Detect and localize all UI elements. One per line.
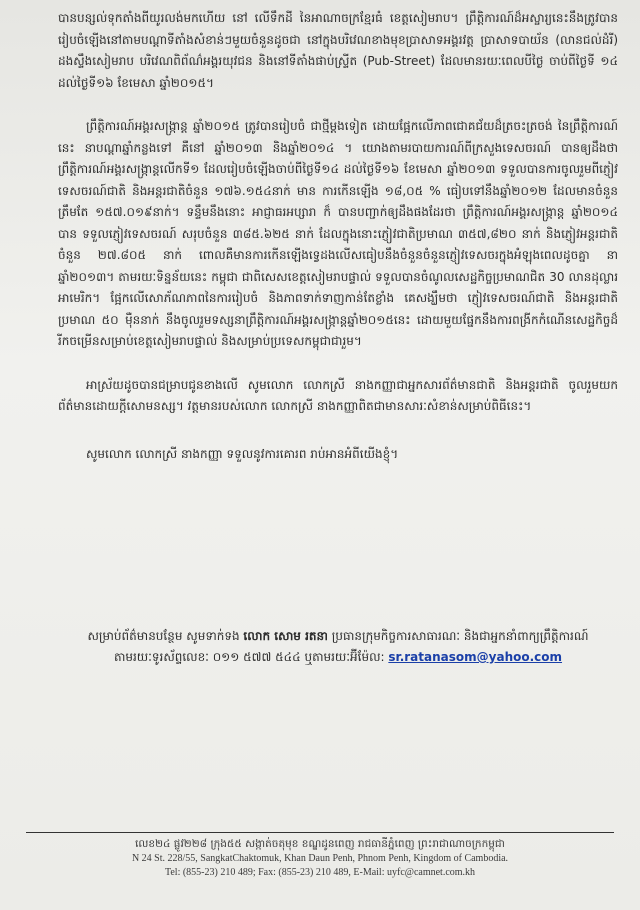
contact-line-1 — [58, 626, 618, 647]
footer-address-english: N 24 St. 228/55, SangkatChaktomuk, Khan Daun Penh, Phnom Penh, Kingdom of Cambodia. — [131, 853, 509, 864]
contact-person-name: លោក សោម រតនា — [243, 629, 328, 643]
footer-contact-english: Tel: (855-23) 210 489; Fax: (855-23) 210 489, E-Mail: uyfc@camnet.com.kh — [164, 867, 476, 878]
contact-block — [58, 626, 618, 668]
footer-address-khmer: លេខ២៤ ផ្លូវ២២៨ ក្រុង៥៥ សង្កាត់ចតុមុខ ខណ្ឌដូនពេញ រាជធានីភ្នំពេញ ព្រះរាជាណាចក្រកម្ពុជា — [135, 838, 505, 850]
footer-divider — [26, 832, 614, 833]
contact-intro: សម្រាប់ព័ត៌មានបន្ថែម សូមទាក់ទង — [87, 629, 244, 643]
contact-email-link[interactable]: sr.ratanasom@yahoo.com — [388, 650, 563, 664]
paragraph-press-invitation: អាស្រ័យដូចបានជម្រាបជូនខាងលើ សូមលោក លោកស្រី នាងកញ្ញាជាអ្នកសារព័ត៌មានជាតិ និងអន្តរជាតិ ចូលរួមយកព័ត៌មានដោយក្តីសោមនស្ស។ វត្តមានរបស់លោក លោកស្រី នាងកញ្ញាពិតជាមានសារៈសំខាន់សម្រាប់ពិធីនេះ។ — [58, 377, 618, 413]
paragraph-event-venues: បានបន្សល់ទុកតាំងពីយូរលង់មកហើយ នៅ លើទឹកដី នៃអាណាចក្រខ្មែរធំ ខេត្តសៀមរាប។ ព្រឹត្តិការណ៍ដ៏អស្ចារ្យនេះនឹងត្រូវបានរៀបចំឡើងនៅតាមបណ្តាទីតាំងសំខាន់ៗមួយចំនួនដូចជា នៅក្នុងបរិវេណខាងមុខប្រាសាទអង្គរវត្ត ប្រាសាទបាយ័ន (លានជល់ដំរី) ដងស្ទឹងសៀមរាប បរិវេណពិព័ណ៌អង្គរយុវជន និងនៅទីតាំងផាប់ស្ទ្រីត (Pub-Street) ដែលមានរយៈពេលបីថ្ងៃ ចាប់ពីថ្ងៃទី ១៤ ដល់ថ្ងៃទី១៦ ខែមេសា ឆ្នាំ២០១៥។ — [58, 11, 618, 90]
letterhead-footer — [60, 836, 580, 880]
contact-phone: តាមរយៈទូរស័ព្ទលេខៈ ០១១ ៥៧៧ ៥៤៤ ឬតាមរយៈអ៊ីម៉ែល: — [113, 650, 389, 664]
document-body — [58, 8, 618, 465]
paragraph-event-statistics: ព្រឹត្តិការណ៍អង្គរសង្ក្រាន្ត ឆ្នាំ២០១៥ ត្រូវបានរៀបចំ ជាថ្មីម្តងទៀត ដោយផ្អែកលើភាពជោគជ័យដ៏ត្រចះត្រចង់ នៃព្រឹត្តិការណ៍នេះ នាបណ្តាឆ្នាំកន្លងទៅ គឺនៅ ឆ្នាំ២០១៣ និងឆ្នាំ២០១៤ ។ យោងតាមរបាយការណ៍ពីក្រសួងទេសចរណ៍ បានឲ្យដឹងថា ព្រឹត្តិការណ៍អង្គរសង្ក្រាន្តលើកទី១ ដែលរៀបចំឡើងចាប់ពីថ្ងៃទី១៤ ដល់ថ្ងៃទី១៦ ខែមេសា ឆ្នាំ២០១៣ ទទួលបានការចូលរួមពីភ្ញៀវទេសចរណ៍ជាតិ និងអន្តរជាតិចំនួន ១៧៦.១៥៤នាក់ មាន ការកើនឡើង ១៨,០៥ % ធៀបទៅនឹងឆ្នាំ២០១២ ដែលមានចំនួនត្រឹមតែ ១៥៧.០១៩នាក់។ ទន្ទឹមនឹងនោះ អាជ្ញាធរអប្សារា ក៏ បានបញ្ជាក់ឲ្យដឹងផងដែរថា ព្រឹត្តិការណ៍អង្គរសង្ក្រាន្ត ឆ្នាំ២០១៤ បាន ទទួលភ្ញៀវទេសចរណ៍ សរុបចំនួន ៣៨៥.៦២៥ នាក់ ដែលក្នុងនោះភ្ញៀវជាតិប្រមាណ ៣៥៧,៨២០ នាក់ និងភ្ញៀវអន្តរជាតិចំនួន ២៧.៨០៥ នាក់ ពោលគឺមានការកើនឡើងទ្វេដងលើសធៀបនឹងចំនួនចំនួនភ្ញៀវទេសចរក្នុងអំឡុងពេលដូចគ្នា នា ឆ្នាំ២០១៣។ តាមរយៈទិន្នន័យនេះ កម្ពុជា ជាពិសេសខេត្តសៀមរាបផ្ទាល់ ទទួលបានចំណូលសេដ្ឋកិច្ចប្រមាណជិត 30 លានដុល្លារអាមេរិក។ ផ្អែកលើសោភ័ណភាពនៃការរៀបចំ និងភាពទាក់ទាញកាន់តែខ្លាំង គេសង្ឃឹមថា ភ្ញៀវទេសចរណ៍ជាតិ និងអន្តរជាតិប្រមាណ ៥០ ម៉ឺននាក់ នឹងចូលរួមទស្សនាព្រឹត្តិការណ៍អង្គរសង្ក្រាន្តឆ្នាំ២០១៥នេះ ដោយមួយផ្នែកនឹងការពង្រីកកំណើនសេដ្ឋកិច្ចដ៏រីកចម្រើនសម្រាប់ខេត្តសៀមរាបផ្ទាល់ និងសម្រាប់ប្រទេសកម្ពុជាជារួម។ — [58, 119, 618, 348]
contact-role: ប្រធានក្រុមកិច្ចការសាធារណៈ និងជាអ្នកនាំពាក្យព្រឹត្តិការណ៍ — [327, 629, 589, 643]
contact-line-2 — [58, 647, 618, 668]
paragraph-closing-greeting: សូមលោក លោកស្រី នាងកញ្ញា ទទួលនូវការគោរព រាប់អានអំពីយើងខ្ញុំ។ — [86, 446, 399, 461]
